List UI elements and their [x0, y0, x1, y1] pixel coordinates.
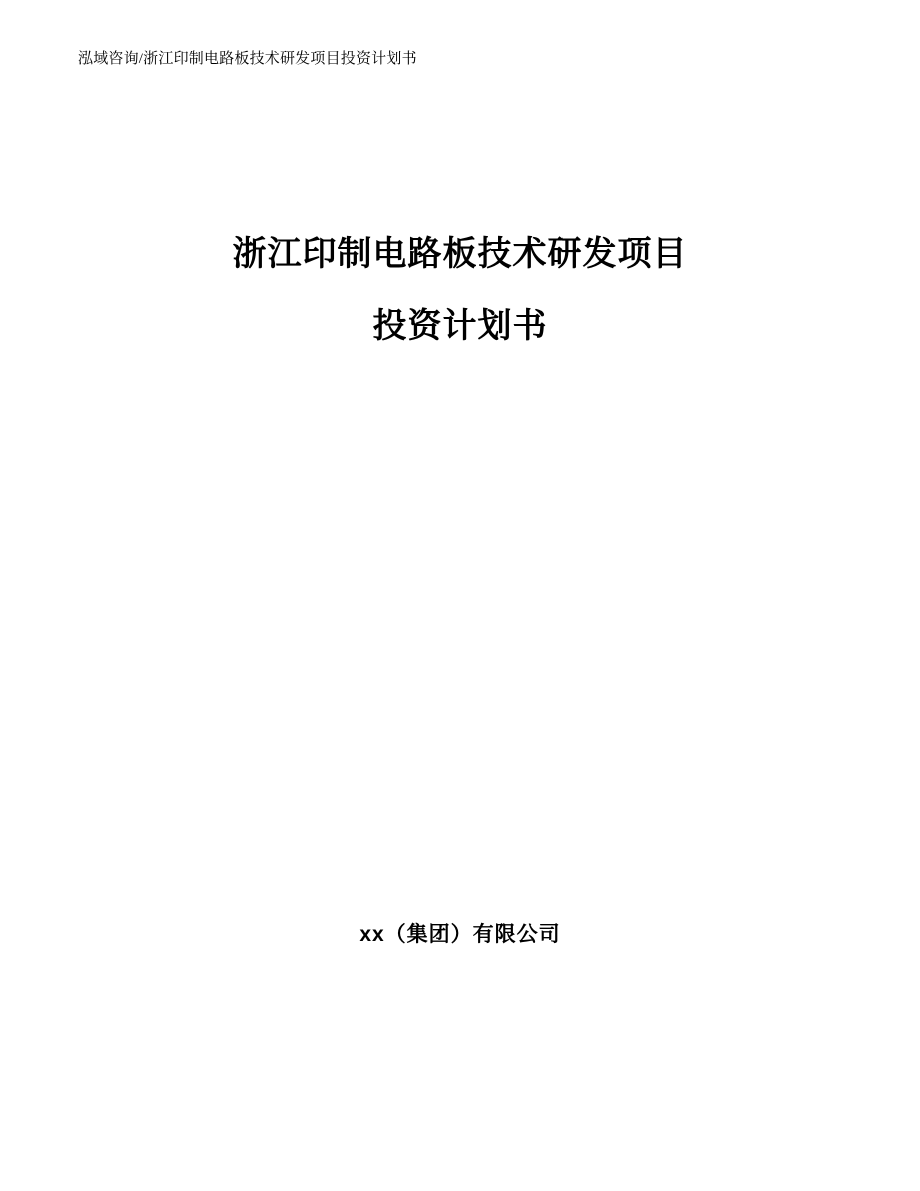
page-header: 泓域咨询/浙江印制电路板技术研发项目投资计划书: [78, 51, 417, 67]
cover-title: [0, 218, 920, 362]
cover-company: [0, 918, 920, 948]
cover-title-line-2: 投资计划书: [372, 307, 548, 345]
cover-title-line-1: 浙江印制电路板技术研发项目: [232, 235, 688, 273]
company-name: xx（集团）有限公司: [359, 923, 561, 946]
